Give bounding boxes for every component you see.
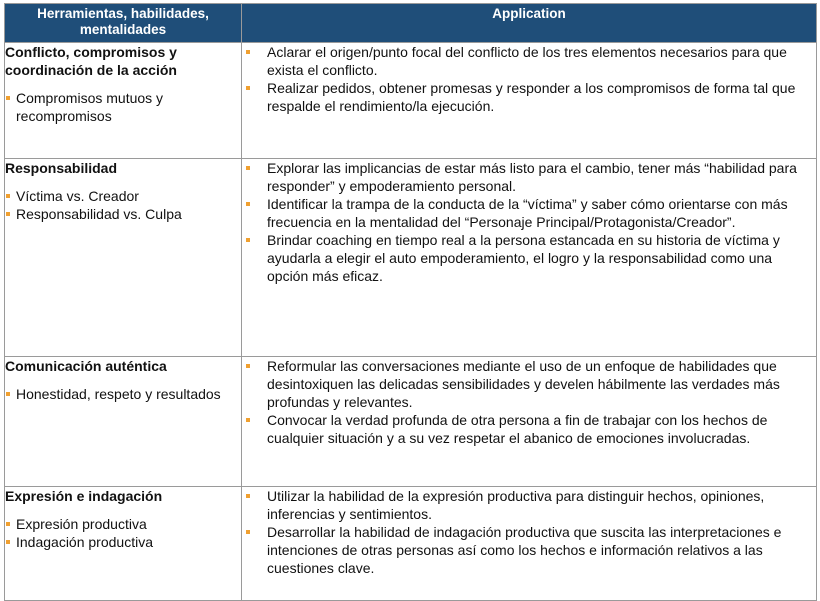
skill-subtopics (5, 385, 241, 403)
skill-title: Expresión e indagación (5, 488, 163, 504)
bullet-icon (246, 50, 250, 54)
subtopic-item (5, 89, 241, 125)
application-cell (242, 357, 817, 487)
application-cell (242, 487, 817, 601)
skills-table (4, 3, 817, 601)
bullet-icon (6, 392, 10, 396)
bullet-icon (6, 212, 10, 216)
subtopic-item (5, 515, 241, 533)
application-item (242, 79, 816, 115)
subtopic-label: Compromisos mutuos y recompromisos (16, 90, 164, 124)
table-row (5, 357, 817, 487)
application-item (242, 411, 816, 447)
subtopic-item (5, 385, 241, 403)
subtopic-item (5, 533, 241, 551)
application-text: Desarrollar la habilidad de indagación productiva que suscita las interpretaciones e intenciones de otras personas así como los hechos e información relativos a las cuestiones clave. (267, 524, 782, 576)
bullet-icon (246, 166, 250, 170)
subtopic-label: Honestidad, respeto y resultados (16, 386, 221, 402)
bullet-icon (246, 418, 250, 422)
subtopic-label: Indagación productiva (16, 534, 153, 550)
bullet-icon (246, 202, 250, 206)
application-text: Convocar la verdad profunda de otra persona a fin de trabajar con los hechos de cualquier situación y a su vez respetar el abanico de emociones involucradas. (267, 412, 768, 446)
application-item (242, 43, 816, 79)
application-text: Realizar pedidos, obtener promesas y responder a los compromisos de forma tal que respalde el rendimiento/la ejecución. (267, 80, 796, 114)
skill-cell (5, 357, 242, 487)
application-cell (242, 159, 817, 357)
application-item (242, 357, 816, 411)
table-header-row (5, 4, 817, 43)
application-text: Brindar coaching en tiempo real a la persona estancada en su historia de víctima y ayudarla a elegir el auto empoderamiento, el logro y la responsabilidad como una opción más eficaz. (267, 232, 780, 284)
table-row (5, 487, 817, 601)
bullet-icon (6, 96, 10, 100)
skill-cell (5, 43, 242, 159)
bullet-icon (6, 194, 10, 198)
application-text: Explorar las implicancias de estar más listo para el cambio, tener más “habilidad para responder” y empoderamiento personal. (267, 160, 797, 194)
header-application: Application (242, 4, 817, 43)
skill-title: Conflicto, compromisos y coordinación de la acción (5, 44, 177, 78)
skill-title: Responsabilidad (5, 160, 118, 176)
application-text: Identificar la trampa de la conducta de la “víctima” y saber cómo orientarse con más frecuencia en la mentalidad del “Personaje Principal/Protagonista/Creador”. (267, 196, 788, 230)
application-text: Reformular las conversaciones mediante el uso de un enfoque de habilidades que desintoxiquen las delicadas sensibilidades y develen hábilmente las verdades más profundas y relevantes. (267, 358, 780, 410)
subtopic-label: Víctima vs. Creador (16, 188, 139, 204)
skill-cell (5, 487, 242, 601)
skill-title: Comunicación auténtica (5, 358, 167, 374)
bullet-icon (6, 540, 10, 544)
subtopic-label: Expresión productiva (16, 516, 147, 532)
bullet-icon (6, 522, 10, 526)
table-row (5, 159, 817, 357)
application-item (242, 231, 816, 285)
application-cell (242, 43, 817, 159)
application-text: Aclarar el origen/punto focal del conflicto de los tres elementos necesarios para que exista el conflicto. (267, 44, 787, 78)
skill-cell (5, 159, 242, 357)
subtopic-item (5, 187, 241, 205)
bullet-icon (246, 86, 250, 90)
bullet-icon (246, 364, 250, 368)
application-item (242, 523, 816, 577)
subtopic-label: Responsabilidad vs. Culpa (16, 206, 182, 222)
application-text: Utilizar la habilidad de la expresión productiva para distinguir hechos, opiniones, inferencias y sentimientos. (267, 488, 765, 522)
bullet-icon (246, 238, 250, 242)
application-item (242, 487, 816, 523)
header-tools: Herramientas, habilidades, mentalidades (5, 4, 242, 43)
skill-subtopics (5, 89, 241, 125)
skill-subtopics (5, 515, 241, 551)
table-row (5, 43, 817, 159)
application-item (242, 195, 816, 231)
skill-subtopics (5, 187, 241, 223)
application-item (242, 159, 816, 195)
subtopic-item (5, 205, 241, 223)
bullet-icon (246, 494, 250, 498)
bullet-icon (246, 530, 250, 534)
